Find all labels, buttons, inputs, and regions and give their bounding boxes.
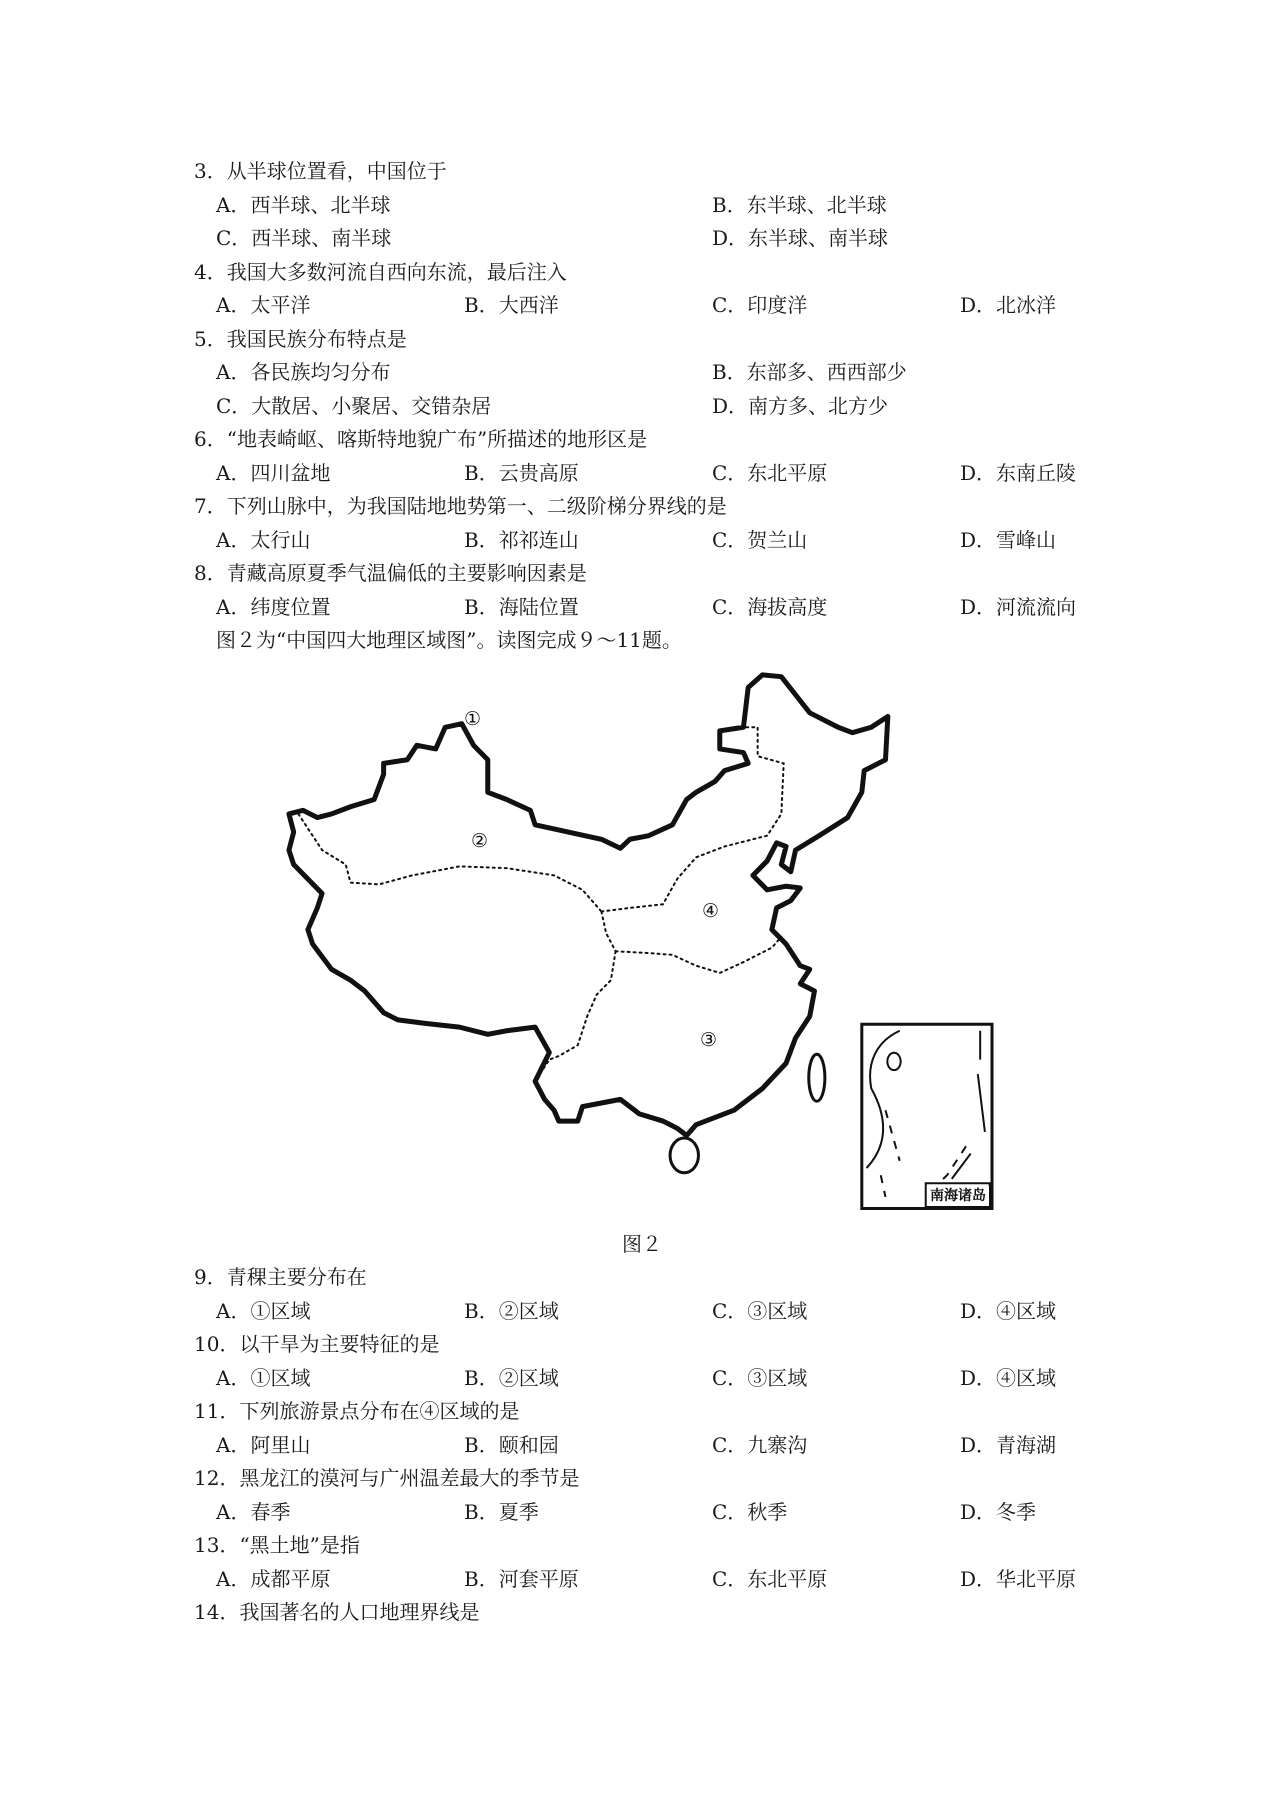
option-b: B．颐和园 <box>464 1432 559 1457</box>
option-a: A．太行山 <box>216 527 311 552</box>
option-a: A．太平洋 <box>216 293 311 317</box>
option-a: A．春季 <box>216 1499 291 1524</box>
option-d: D．冬季 <box>960 1499 1037 1524</box>
option-row <box>0 223 1280 253</box>
option-c: C．九寨沟 <box>712 1432 808 1457</box>
boundary-3-4 <box>616 937 782 973</box>
option-a: A．各民族均匀分布 <box>216 360 391 384</box>
option-b: B．云贵高原 <box>464 460 579 485</box>
option-d: D．东南丘陵 <box>960 460 1077 485</box>
figure-caption: 图２ <box>622 1232 662 1256</box>
option-row <box>0 458 1280 488</box>
option-row <box>0 1564 1280 1594</box>
region-label-2: ② <box>471 830 489 852</box>
region-label-3: ③ <box>700 1029 718 1051</box>
option-d: D．华北平原 <box>960 1566 1077 1591</box>
question-stem: 8．青藏高原夏季气温偏低的主要影响因素是 <box>194 561 587 585</box>
option-b: B．夏季 <box>464 1499 539 1524</box>
option-c: C．东北平原 <box>712 460 828 485</box>
boundary-1-4 <box>601 727 783 911</box>
question-stem: 14．我国著名的人口地理界线是 <box>194 1600 480 1624</box>
option-a: A．成都平原 <box>216 1566 331 1591</box>
option-b: B．东半球、北半球 <box>712 192 887 217</box>
option-a: A．四川盆地 <box>216 460 331 485</box>
option-c: C．西半球、南半球 <box>216 226 392 250</box>
china-outline <box>289 675 888 1136</box>
option-b: B．祁祁连山 <box>464 527 579 552</box>
region-label-4: ④ <box>702 900 720 922</box>
question-stem: 9．青稞主要分布在 <box>194 1265 367 1289</box>
question-stem: 4．我国大多数河流自西向东流，最后注入 <box>194 259 567 284</box>
option-row <box>0 1430 1280 1460</box>
option-row <box>0 592 1280 622</box>
option-c: C．印度洋 <box>712 293 808 317</box>
question-stem: 13．“黑土地”是指 <box>194 1533 360 1557</box>
option-a: A．①区域 <box>216 1365 311 1390</box>
question-stem: 5．我国民族分布特点是 <box>194 326 407 351</box>
option-a: A．①区域 <box>216 1298 311 1323</box>
option-row <box>0 1296 1280 1326</box>
option-d: D．雪峰山 <box>960 527 1057 552</box>
option-row <box>0 391 1280 421</box>
option-row <box>0 1497 1280 1527</box>
hainan-island <box>670 1138 698 1173</box>
inset-label: 南海诸岛 <box>927 1186 989 1206</box>
taiwan-island <box>809 1054 825 1101</box>
option-d: D．④区域 <box>960 1365 1057 1390</box>
question-stem: 3．从半球位置看，中国位于 <box>194 159 447 183</box>
option-d: D．河流流向 <box>960 594 1077 619</box>
figure-intro: 图２为“中国四大地理区域图”。读图完成９～11题。 <box>216 628 682 652</box>
question-stem: 12．黑龙江的漠河与广州温差最大的季节是 <box>194 1466 580 1490</box>
option-row <box>0 1363 1280 1393</box>
option-row <box>0 190 1280 220</box>
region-label-1: ① <box>464 708 482 730</box>
option-c: C．贺兰山 <box>712 527 808 552</box>
option-row <box>0 290 1280 320</box>
question-stem: 6．“地表崎岖、喀斯特地貌广布”所描述的地形区是 <box>194 427 648 451</box>
option-b: B．②区域 <box>464 1298 559 1323</box>
option-a: A．阿里山 <box>216 1432 311 1457</box>
option-c: C．③区域 <box>712 1298 808 1323</box>
option-d: D．④区域 <box>960 1298 1057 1323</box>
option-row <box>0 357 1280 387</box>
question-stem: 10．以干旱为主要特征的是 <box>194 1332 440 1356</box>
south-china-sea-inset <box>862 1024 992 1208</box>
question-stem: 7．下列山脉中，为我国陆地地势第一、二级阶梯分界线的是 <box>194 494 727 518</box>
option-d: D．北冰洋 <box>960 293 1057 317</box>
option-c: C．大散居、小聚居、交错杂居 <box>216 393 492 418</box>
boundary-2-mid <box>601 912 615 952</box>
option-a: A．西半球、北半球 <box>216 192 391 217</box>
option-d: D．青海湖 <box>960 1432 1057 1457</box>
option-b: B．东部多、西西部少 <box>712 360 907 384</box>
option-d: D．东半球、南半球 <box>712 226 889 250</box>
option-c: C．③区域 <box>712 1365 808 1390</box>
option-c: C．东北平原 <box>712 1566 828 1591</box>
option-c: C．秋季 <box>712 1499 788 1524</box>
option-b: B．②区域 <box>464 1365 559 1390</box>
option-c: C．海拔高度 <box>712 594 828 619</box>
option-b: B．海陆位置 <box>464 594 579 619</box>
option-row <box>0 525 1280 555</box>
option-d: D．南方多、北方少 <box>712 393 889 418</box>
option-a: A．纬度位置 <box>216 594 331 619</box>
boundary-2-3 <box>540 951 616 1074</box>
option-b: B．河套平原 <box>464 1566 579 1591</box>
china-regions-map <box>270 655 1010 1215</box>
question-stem: 11．下列旅游景点分布在④区域的是 <box>194 1399 520 1423</box>
option-b: B．大西洋 <box>464 293 559 317</box>
